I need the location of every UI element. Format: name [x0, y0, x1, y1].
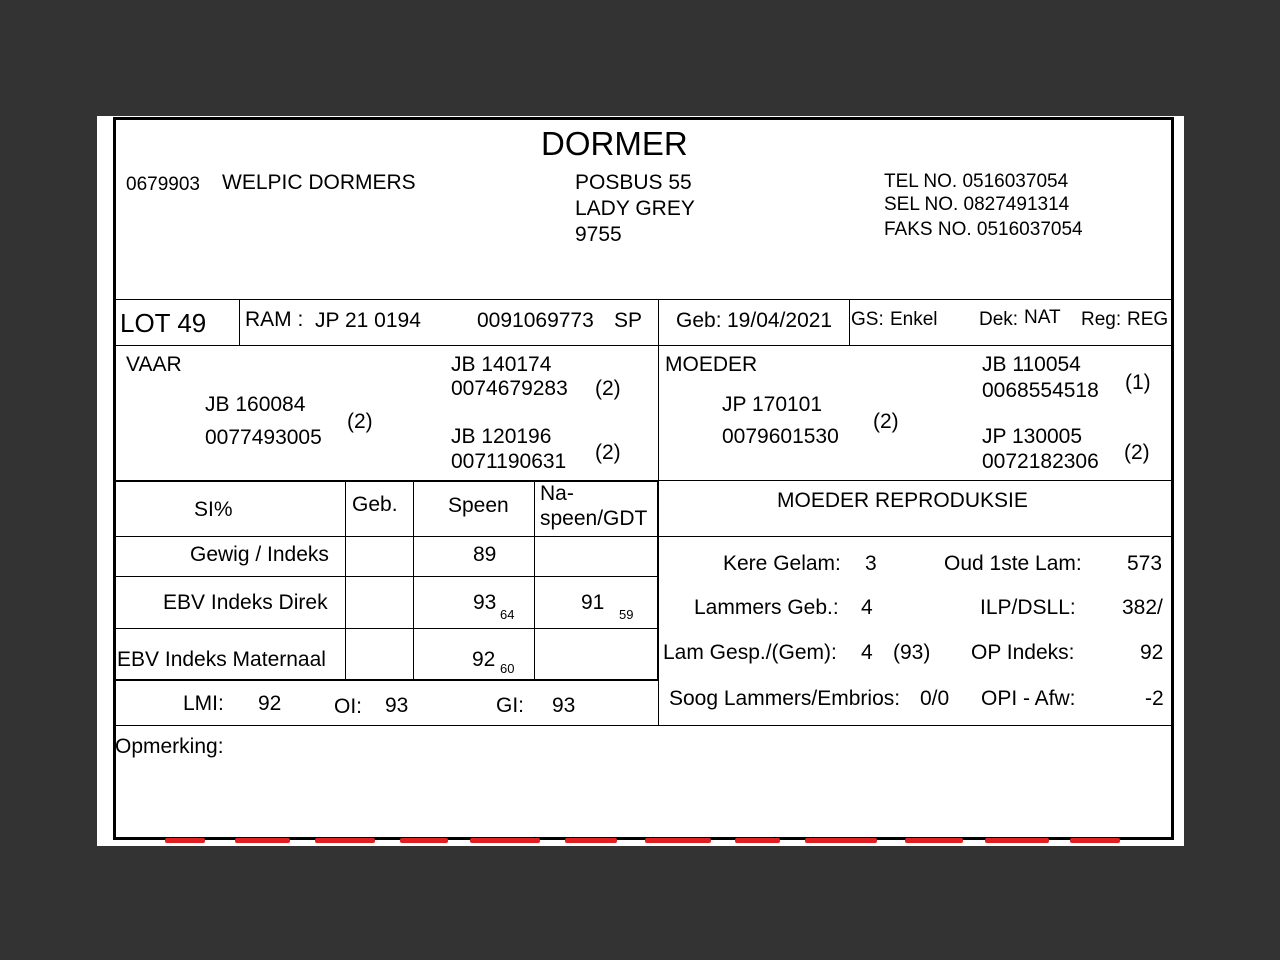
age-first-lamb-label: Oud 1ste Lam: — [944, 552, 1082, 575]
oi-label: OI: — [334, 695, 363, 718]
ram-id: JP 21 0194 — [315, 309, 421, 332]
dam-grade: (2) — [873, 410, 899, 433]
row-ebv-direct-naspeen-accuracy: 59 — [619, 607, 634, 622]
geb-header: Geb. — [352, 493, 398, 516]
row-weight-index-label: Gewig / Indeks — [190, 543, 329, 566]
op-index-label: OP Indeks: — [971, 641, 1075, 664]
reproduction-title: MOEDER REPRODUKSIE — [777, 489, 1028, 512]
opi-deviation-value: -2 — [1145, 687, 1164, 710]
breeder-name: WELPIC DORMERS — [222, 171, 416, 194]
rule-si-right — [657, 481, 659, 680]
rule-lot-bottom — [115, 345, 1173, 346]
row-ebv-maternal-speen-accuracy: 60 — [500, 661, 515, 676]
ram-reg-suffix: SP — [614, 309, 643, 332]
sire-number: 0077493005 — [205, 426, 322, 449]
reg-value: REG — [1127, 309, 1169, 330]
sire-dam-grade: (2) — [595, 441, 621, 464]
ram-label: RAM : — [245, 308, 304, 331]
gs-label: GS: — [851, 309, 884, 330]
gi-value: 93 — [552, 694, 576, 717]
rule-si-col-3 — [534, 481, 535, 680]
cell-number: SEL NO. 0827491314 — [884, 194, 1070, 215]
address-line-3: 9755 — [575, 223, 622, 246]
dek-value: NAT — [1024, 307, 1061, 328]
dam-dam-id: JP 130005 — [982, 425, 1083, 448]
age-first-lamb-value: 573 — [1127, 552, 1163, 575]
naspeen-header-2: speen/GDT — [540, 507, 648, 530]
op-index-value: 92 — [1140, 641, 1164, 664]
rule-lot-div-1 — [239, 299, 240, 345]
remarks-label: Opmerking: — [115, 735, 224, 758]
rule-pedigree-bottom-right — [659, 480, 1173, 481]
naspeen-header-1: Na- — [540, 482, 574, 505]
rule-lot-div-3 — [849, 299, 850, 345]
birth-date: 19/04/2021 — [727, 309, 833, 332]
address-line-1: POSBUS 55 — [575, 171, 692, 194]
lmi-label: LMI: — [183, 692, 224, 715]
member-number: 0679903 — [126, 174, 200, 195]
row-ebv-maternal-label: EBV Indeks Maternaal — [117, 648, 326, 671]
frame-left — [113, 117, 116, 840]
dam-label: MOEDER — [665, 353, 758, 376]
lambs-born-value: 4 — [861, 596, 873, 619]
frame-right — [1171, 117, 1174, 840]
dam-dam-grade: (2) — [1124, 441, 1150, 464]
row-ebv-direct-speen-accuracy: 64 — [500, 607, 515, 622]
rule-si-row-2 — [115, 628, 658, 629]
tel-number: TEL NO. 0516037054 — [884, 171, 1069, 192]
sire-label: VAAR — [126, 353, 182, 376]
dam-sire-number: 0068554518 — [982, 379, 1099, 402]
row-weight-index-speen: 89 — [473, 543, 497, 566]
row-ebv-maternal-speen: 92 — [472, 648, 496, 671]
lambs-weaned-label: Lam Gesp./(Gem): — [663, 641, 837, 664]
rule-indices-bottom — [115, 725, 1173, 726]
opi-deviation-label: OPI - Afw: — [981, 687, 1076, 710]
rule-si-header — [115, 536, 1173, 537]
sire-sire-number: 0074679283 — [451, 377, 568, 400]
rule-lot-div-2 — [658, 299, 659, 345]
row-ebv-direct-label: EBV Indeks Direk — [163, 591, 328, 614]
si-header: SI% — [194, 498, 233, 521]
lot-number: LOT 49 — [120, 308, 207, 338]
suckled-lambs-value: 0/0 — [920, 687, 950, 710]
rule-si-col-1 — [345, 481, 346, 680]
sire-dam-number: 0071190631 — [451, 450, 567, 473]
sire-grade: (2) — [347, 410, 373, 433]
address-line-2: LADY GREY — [575, 197, 695, 220]
rule-si-bottom — [115, 679, 659, 681]
rule-si-row-1 — [115, 576, 658, 577]
rule-lot-top — [115, 299, 1173, 300]
row-ebv-direct-naspeen: 91 — [581, 591, 605, 614]
birth-label: Geb: — [676, 309, 722, 332]
ilp-label: ILP/DSLL: — [980, 596, 1076, 619]
lmi-value: 92 — [258, 692, 282, 715]
sire-id: JB 160084 — [205, 393, 306, 416]
ram-reg-number: 0091069773 — [477, 309, 594, 332]
sire-dam-id: JB 120196 — [451, 425, 552, 448]
oi-value: 93 — [385, 694, 409, 717]
dek-label: Dek: — [979, 309, 1019, 330]
clipped-red-footnote — [165, 838, 1125, 846]
ilp-value: 382/ — [1122, 596, 1163, 619]
lambs-weaned-average: (93) — [893, 641, 931, 664]
frame-top — [113, 117, 1174, 120]
dam-sire-id: JB 110054 — [982, 353, 1081, 376]
gi-label: GI: — [496, 694, 525, 717]
dam-sire-grade: (1) — [1125, 371, 1151, 394]
times-lambed-value: 3 — [865, 552, 877, 575]
dam-dam-number: 0072182306 — [982, 450, 1099, 473]
speen-header: Speen — [448, 494, 509, 517]
card-title: DORMER — [541, 125, 688, 162]
row-ebv-direct-speen: 93 — [473, 591, 497, 614]
fax-number: FAKS NO. 0516037054 — [884, 219, 1083, 240]
rule-pedigree-bottom-left — [115, 480, 659, 482]
lambs-weaned-value: 4 — [861, 641, 873, 664]
sire-sire-id: JB 140174 — [451, 353, 552, 376]
rule-si-col-2 — [413, 481, 414, 680]
suckled-lambs-label: Soog Lammers/Embrios: — [669, 687, 901, 710]
dam-number: 0079601530 — [722, 425, 839, 448]
times-lambed-label: Kere Gelam: — [723, 552, 841, 575]
reg-label: Reg: — [1081, 309, 1122, 330]
sire-sire-grade: (2) — [595, 377, 621, 400]
lambs-born-label: Lammers Geb.: — [694, 596, 839, 619]
gs-value: Enkel — [890, 309, 938, 330]
dam-id: JP 170101 — [722, 393, 823, 416]
